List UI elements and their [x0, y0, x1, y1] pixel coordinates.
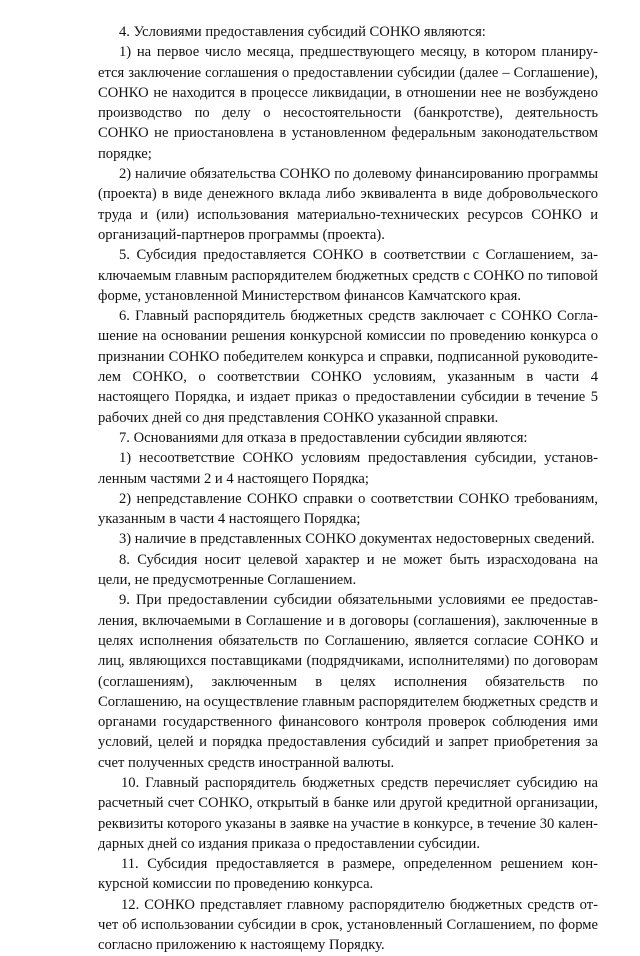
- document-body: [98, 22, 598, 956]
- paragraph-4-item-1: 1) на первое число месяца, предшествующего месяцу, в котором планируется заключение соглашения о предоставлении субсидии (далее – Соглашение), СОНКО не находится в процессе ликвидации, в отношении нее не возбуждено производство по делу о несостоятельности (банкротстве), деятельность СОНКО не приостановлена в установленном федеральным законодательством порядке;: [98, 44, 598, 162]
- paragraph-10: 10. Главный распорядитель бюджетных средств перечисляет субсидию на расчетный счет СОНКО, открытый в банке или другой кредитной организации, реквизиты которого указаны в заявке на участие в конкурсе, в течение 30 календарных дней со издания приказа о предоставлении субсидии.: [98, 774, 598, 852]
- paragraph-7-item-3: 3) наличие в представленных СОНКО документах недостоверных сведений.: [119, 531, 595, 548]
- paragraph-9: 9. При предоставлении субсидии обязательными условиями ее предоставления, включаемыми в Соглашение и в договоры (соглашения), заключенные в целях исполнения обязательств по Соглашению, является согласие СОНКО и лиц, являющихся поставщиками (подрядчиками, исполнителями) по договорам (соглашениям), заключенным в целях исполнения обязательств по Соглашению, на осуществление главным распорядителем бюджетных средств и органами государственного финансового контроля проверок соблюдения ими условий, целей и порядка предоставления субсидий и запрет приобретения за счет полученных средств иностранной валюты.: [98, 592, 598, 771]
- paragraph-8: 8. Субсидия носит целевой характер и не может быть израсходована на цели, не предусмотренные Соглашением.: [98, 551, 598, 589]
- paragraph-6: 6. Главный распорядитель бюджетных средств заключает с СОНКО Соглашение на основании решения конкурсной комиссии по проведению конкурса о признании СОНКО победителем конкурса и справки, подписанной руководителем СОНКО, о соответствии СОНКО условиям, указанным в части 4 настоящего Порядка, и издает приказ о предоставлении субсидии в течение 5 рабочих дней со дня представления СОНКО указанной справки.: [98, 308, 598, 426]
- paragraph-7-item-1: 1) несоответствие СОНКО условиям предоставления субсидии, установленным частями 2 и 4 настоящего Порядка;: [98, 450, 598, 487]
- paragraph-11: 11. Субсидия предоставляется в размере, определенном решением конкурсной комиссии по проведению конкурса.: [98, 856, 598, 893]
- paragraph-7-heading: 7. Основаниями для отказа в предоставлении субсидии являются:: [119, 429, 528, 446]
- paragraph-5: 5. Субсидия предоставляется СОНКО в соответствии с Соглашением, заключаемым главным распорядителем бюджетных средств с СОНКО по типовой форме, установленной Министерством финансов Камчатского края.: [98, 247, 598, 304]
- paragraph-4-heading: 4. Условиями предоставления субсидий СОНКО являются:: [119, 24, 486, 40]
- paragraph-12: 12. СОНКО представляет главному распорядителю бюджетных средств отчет об использовании субсидии в срок, установленный Соглашением, по форме согласно приложению к настоящему Порядку.: [98, 896, 598, 954]
- paragraph-7-item-2: 2) непредставление СОНКО справки о соответствии СОНКО требованиям, указанным в части 4 настоящего Порядка;: [98, 490, 598, 528]
- paragraph-4-item-2: 2) наличие обязательства СОНКО по долевому финансированию программы (проекта) в виде денежного вклада либо эквивалента в виде добровольческого труда и (или) использования материально-технических ресурсов СОНКО и организаций-партнеров программы (проекта).: [98, 166, 598, 243]
